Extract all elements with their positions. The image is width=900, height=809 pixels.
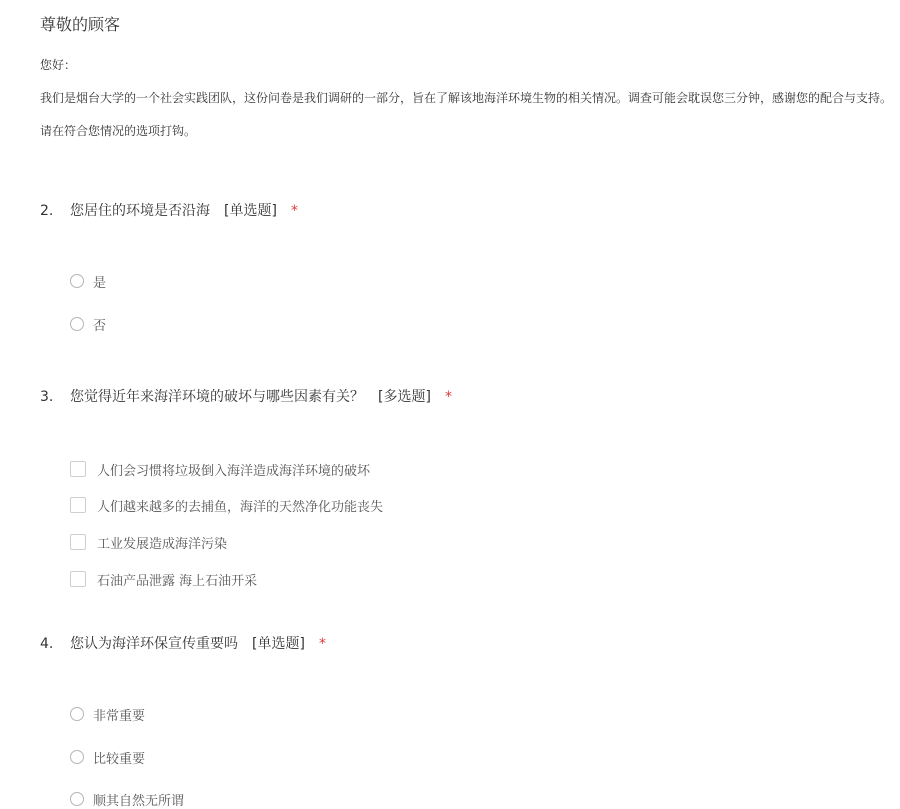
option-label: 比较重要: [93, 751, 146, 767]
intro-greeting: 您好：: [40, 58, 77, 72]
question-number: 2.: [40, 203, 54, 219]
required-marker: *: [318, 636, 326, 652]
question-type-badge: [单选题]: [252, 636, 305, 652]
question-4-header: [40, 634, 326, 654]
question-type-badge: [多选题]: [378, 389, 431, 405]
intro-body: 我们是烟台大学的一个社会实践团队，这份问卷是我们调研的一部分，旨在了解该地海洋环境生物的相关情况。调查可能会耽误您三分钟，感谢您的配合与支持。: [40, 91, 893, 105]
radio-option-no[interactable]: [70, 314, 106, 334]
radio-option-very-important[interactable]: [70, 704, 145, 724]
checkbox[interactable]: [70, 461, 86, 477]
radio-option-fairly-important[interactable]: [70, 747, 145, 767]
radio-button[interactable]: [70, 274, 84, 288]
radio-button[interactable]: [70, 707, 84, 721]
checkbox[interactable]: [70, 497, 86, 513]
checkbox-option-oil[interactable]: [70, 569, 257, 589]
radio-button[interactable]: [70, 792, 84, 806]
option-label: 否: [93, 318, 107, 334]
checkbox[interactable]: [70, 534, 86, 550]
question-text: 您认为海洋环保宣传重要吗: [70, 636, 238, 652]
checkbox-option-industry[interactable]: [70, 532, 227, 552]
intro-title: 尊敬的顾客: [40, 15, 121, 34]
option-label: 人们越来越多的去捕鱼，海洋的天然净化功能丧失: [97, 499, 384, 515]
question-3-header: [40, 387, 452, 407]
radio-button[interactable]: [70, 317, 84, 331]
option-label: 非常重要: [93, 708, 146, 724]
checkbox[interactable]: [70, 571, 86, 587]
question-number: 3.: [40, 389, 54, 405]
option-label: 顺其自然无所谓: [93, 793, 185, 809]
question-2-header: [40, 201, 298, 221]
option-label: 石油产品泄露 海上石油开采: [97, 573, 258, 589]
question-type-badge: [单选题]: [224, 203, 277, 219]
checkbox-option-fishing[interactable]: [70, 495, 383, 515]
question-text: 您居住的环境是否沿海: [70, 203, 210, 219]
radio-button[interactable]: [70, 750, 84, 764]
option-label: 人们会习惯将垃圾倒入海洋造成海洋环境的破坏: [97, 463, 371, 479]
option-label: 工业发展造成海洋污染: [97, 536, 228, 552]
required-marker: *: [290, 203, 298, 219]
intro-instruction: 请在符合您情况的选项打钩。: [40, 124, 197, 138]
question-text: 您觉得近年来海洋环境的破坏与哪些因素有关？: [70, 389, 364, 405]
radio-option-indifferent[interactable]: [70, 789, 184, 809]
question-number: 4.: [40, 636, 54, 652]
option-label: 是: [93, 275, 107, 291]
radio-option-yes[interactable]: [70, 271, 106, 291]
required-marker: *: [444, 389, 452, 405]
checkbox-option-garbage[interactable]: [70, 459, 370, 479]
